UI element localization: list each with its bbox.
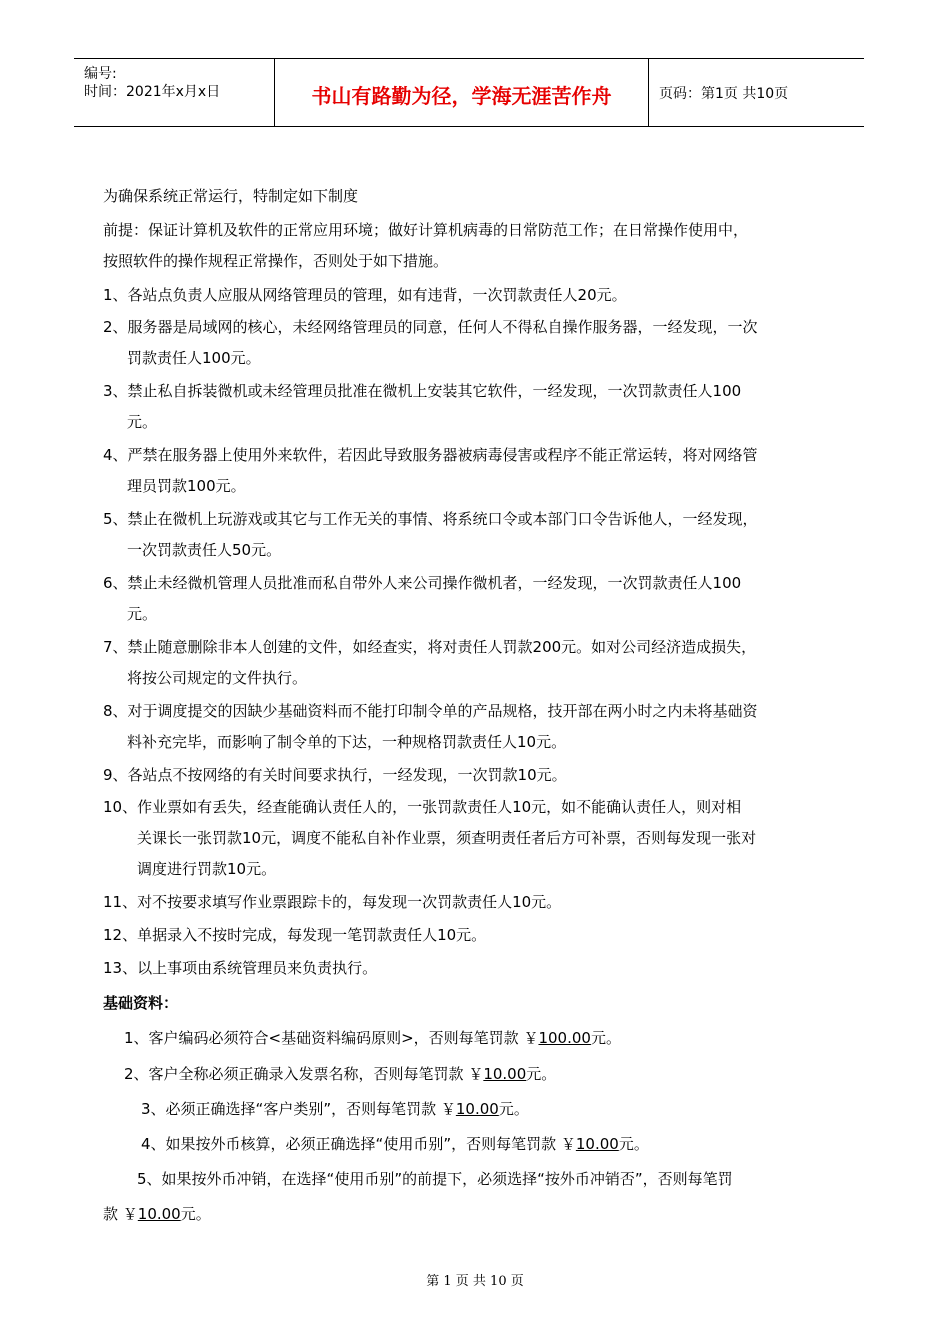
- basic-item-2-amount: 10.00: [483, 1065, 527, 1083]
- rule-11: 11、对不按要求填写作业票跟踪卡的，每发现一次罚款责任人10元。: [103, 893, 562, 911]
- rule-8: 8、对于调度提交的因缺少基础资料而不能打印制令单的产品规格，技开部在两小时之内未将基础资: [103, 702, 758, 720]
- basic-item-4-amount: 10.00: [575, 1135, 619, 1153]
- rule-6: 6、禁止未经微机管理人员批准而私自带外人来公司操作微机者，一经发现，一次罚款责任人100: [103, 574, 742, 592]
- rule-10-cont-1: 关课长一张罚款10元，调度不能私自补作业票，须查明责任者后方可补票，否则每发现一张对: [137, 829, 757, 847]
- rule-7-cont: 将按公司规定的文件执行。: [127, 669, 308, 687]
- rule-5: 5、禁止在微机上玩游戏或其它与工作无关的事情、将系统口令或本部门口令告诉他人，一经发现，: [103, 510, 758, 528]
- basic-item-5-prefix: 款 ￥: [103, 1205, 138, 1223]
- premise-line-1: 前提：保证计算机及软件的正常应用环境；做好计算机病毒的日常防范工作；在日常操作使用中，: [103, 221, 749, 239]
- header-meta-cell: [74, 59, 275, 126]
- time-label: 时间：2021年x月x日: [84, 84, 221, 100]
- basic-item-2-text: 2、客户全称必须正确录入发票名称，否则每笔罚款 ￥: [124, 1065, 484, 1083]
- rule-3-cont: 元。: [127, 413, 158, 431]
- rule-5-cont: 一次罚款责任人50元。: [127, 541, 282, 559]
- basic-item-5-cont: [103, 1204, 211, 1224]
- basic-item-1-unit: 元。: [590, 1029, 621, 1047]
- rule-2: 2、服务器是局域网的核心，未经网络管理员的同意，任何人不得私自操作服务器，一经发现，一次: [103, 318, 758, 336]
- motto: 书山有路勤为径，学海无涯苦作舟: [311, 84, 612, 108]
- rule-13: 13、以上事项由系统管理员来负责执行。: [103, 959, 378, 977]
- basic-item-2: [124, 1064, 556, 1084]
- basic-item-5-unit: 元。: [180, 1205, 211, 1223]
- basic-item-1-text: 1、客户编码必须符合<基础资料编码原则>，否则每笔罚款 ￥: [124, 1029, 539, 1047]
- basic-item-4: [141, 1134, 649, 1154]
- rule-1: 1、各站点负责人应服从网络管理员的管理，如有违背，一次罚款责任人20元。: [103, 286, 627, 304]
- basic-item-4-unit: 元。: [618, 1135, 649, 1153]
- basic-item-3-amount: 10.00: [455, 1100, 499, 1118]
- basic-item-3: [141, 1099, 529, 1119]
- intro-text: 为确保系统正常运行，特制定如下制度: [103, 187, 359, 205]
- basic-heading: 基础资料：: [103, 994, 179, 1012]
- basic-item-1: [124, 1028, 621, 1048]
- rule-7: 7、禁止随意删除非本人创建的文件，如经查实，将对责任人罚款200元。如对公司经济造成损失，: [103, 638, 757, 656]
- rule-2-cont: 罚款责任人100元。: [127, 349, 261, 367]
- rule-10: 10、作业票如有丢失，经查能确认责任人的，一张罚款责任人10元，如不能确认责任人，则对相: [103, 798, 742, 816]
- rule-6-cont: 元。: [127, 605, 158, 623]
- basic-item-2-unit: 元。: [526, 1065, 557, 1083]
- basic-item-3-text: 3、必须正确选择“客户类别”，否则每笔罚款 ￥: [141, 1100, 456, 1118]
- basic-item-5-amount: 10.00: [137, 1205, 181, 1223]
- page-number-label: 页码：第1页 共10页: [659, 86, 789, 102]
- page-footer: 第 1 页 共 10 页: [426, 1274, 524, 1289]
- rule-9: 9、各站点不按网络的有关时间要求执行，一经发现，一次罚款10元。: [103, 766, 567, 784]
- basic-item-3-unit: 元。: [498, 1100, 529, 1118]
- basic-item-4-text: 4、如果按外币核算，必须正确选择“使用币别”，否则每笔罚款 ￥: [141, 1135, 576, 1153]
- number-label: 编号:: [84, 66, 117, 82]
- rule-3: 3、禁止私自拆装微机或未经管理员批准在微机上安装其它软件，一经发现，一次罚款责任人100: [103, 382, 742, 400]
- rule-8-cont: 料补充完毕，而影响了制令单的下达，一种规格罚款责任人10元。: [127, 733, 567, 751]
- header-motto-cell: [275, 59, 649, 126]
- rule-10-cont-2: 调度进行罚款10元。: [137, 860, 277, 878]
- basic-item-1-amount: 100.00: [538, 1029, 591, 1047]
- page-header: [74, 58, 864, 127]
- rule-4: 4、严禁在服务器上使用外来软件，若因此导致服务器被病毒侵害或程序不能正常运转，将对网络管: [103, 446, 758, 464]
- header-page-cell: [649, 59, 864, 126]
- basic-item-5: 5、如果按外币冲销，在选择“使用币别”的前提下，必须选择“按外币冲销否”，否则每笔罚: [137, 1170, 733, 1188]
- rule-4-cont: 理员罚款100元。: [127, 477, 246, 495]
- premise-line-2: 按照软件的操作规程正常操作，否则处于如下措施。: [103, 252, 449, 270]
- rule-12: 12、单据录入不按时完成，每发现一笔罚款责任人10元。: [103, 926, 487, 944]
